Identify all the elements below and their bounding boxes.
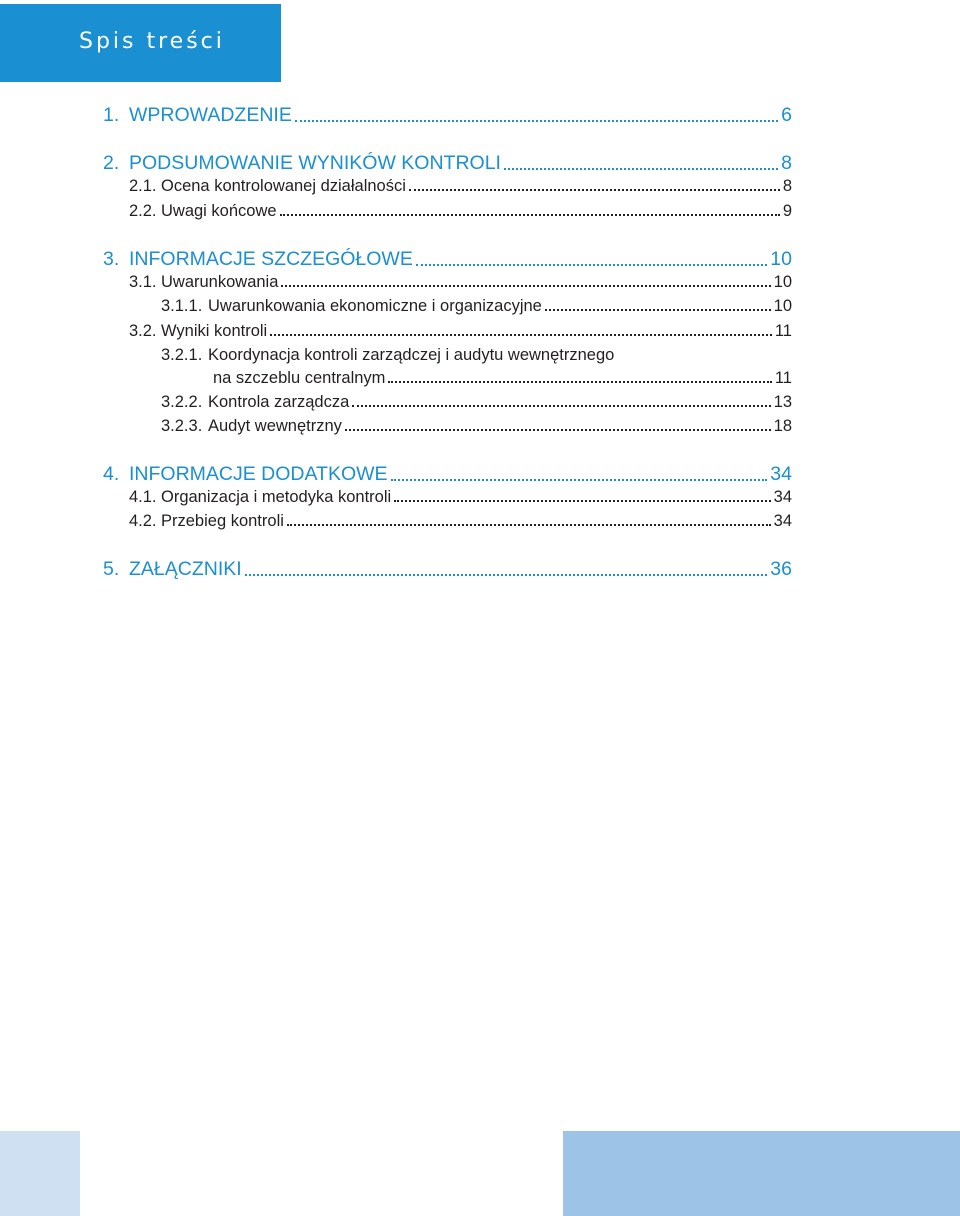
toc-page: 34 [773, 488, 792, 506]
toc-page: 8 [781, 152, 792, 174]
toc-page: 10 [773, 273, 792, 291]
footer-band-right [563, 1131, 960, 1216]
toc-number: 3.2.2. [161, 393, 203, 411]
toc-entry-2-2[interactable] [129, 202, 792, 221]
toc-number: 3. [103, 248, 120, 270]
dot-leader [416, 264, 767, 266]
toc-number: 2. [103, 152, 120, 174]
dot-leader [504, 168, 778, 170]
dot-leader [270, 334, 772, 336]
dot-leader [391, 479, 768, 481]
dot-leader [409, 189, 780, 191]
toc-page: 18 [773, 417, 792, 435]
dot-leader [545, 309, 771, 311]
toc-page: 13 [773, 393, 792, 411]
footer-band-left [0, 1131, 80, 1216]
toc-page: 34 [773, 512, 792, 530]
toc-text: Uwagi końcowe [161, 202, 277, 220]
toc-text: Wyniki kontroli [161, 322, 268, 340]
toc-page: 8 [782, 177, 792, 195]
toc-entry-4-2[interactable] [129, 512, 792, 531]
toc-number: 3.2.3. [161, 417, 203, 435]
dot-leader [245, 574, 768, 576]
dot-leader [394, 500, 770, 502]
toc-entry-3-2-3[interactable] [161, 417, 792, 436]
toc-number: 5. [103, 558, 120, 580]
toc-text: INFORMACJE SZCZEGÓŁOWE [129, 248, 413, 270]
toc-text: Uwarunkowania ekonomiczne i organizacyjne [208, 297, 542, 315]
toc-text: Uwarunkowania [161, 273, 279, 291]
toc-number: 2.1. [129, 177, 157, 195]
dot-leader [388, 381, 771, 383]
toc-entry-3[interactable] [103, 248, 792, 271]
toc-number: 3.2.1. [161, 346, 203, 364]
toc-text: Kontrola zarządcza [208, 393, 350, 411]
toc-entry-3-2-1-line1[interactable] [161, 346, 614, 365]
toc-entry-3-1-1[interactable] [161, 297, 792, 316]
toc-number: 1. [103, 104, 120, 126]
toc-text: Przebieg kontroli [161, 512, 284, 530]
toc-page: 34 [770, 463, 792, 485]
toc-text: Organizacja i metodyka kontroli [161, 488, 392, 506]
toc-page: 6 [781, 104, 792, 126]
toc-entry-4-1[interactable] [129, 488, 792, 507]
toc-text: INFORMACJE DODATKOWE [129, 463, 388, 485]
toc-page: 10 [770, 248, 792, 270]
dot-leader [352, 405, 770, 407]
toc-entry-4[interactable] [103, 463, 792, 486]
toc-entry-2[interactable] [103, 152, 792, 175]
toc-number: 4.1. [129, 488, 157, 506]
toc-page: 11 [774, 322, 792, 340]
toc-text: WPROWADZENIE [129, 104, 292, 126]
toc-entry-3-2-1-line2[interactable] [213, 369, 792, 388]
toc-text: Ocena kontrolowanej działalności [161, 177, 406, 195]
toc-page: 36 [770, 558, 792, 580]
toc-page: 11 [774, 369, 792, 387]
toc-entry-3-2-2[interactable] [161, 393, 792, 412]
dot-leader [295, 120, 778, 122]
toc-number: 4.2. [129, 512, 157, 530]
toc-entry-2-1[interactable] [129, 177, 792, 196]
toc-entry-1[interactable] [103, 104, 792, 127]
toc-entry-3-1[interactable] [129, 273, 792, 292]
toc-page: 10 [773, 297, 792, 315]
toc-entry-5[interactable] [103, 558, 792, 581]
toc-number: 3.1. [129, 273, 157, 291]
toc-text: PODSUMOWANIE WYNIKÓW KONTROLI [129, 152, 501, 174]
toc-number: 3.1.1. [161, 297, 203, 315]
dot-leader [280, 214, 780, 216]
toc-entry-3-2[interactable] [129, 322, 792, 341]
toc-text: ZAŁĄCZNIKI [129, 558, 242, 580]
dot-leader [287, 524, 771, 526]
dot-leader [281, 285, 770, 287]
dot-leader [345, 429, 771, 431]
toc-number: 3.2. [129, 322, 157, 340]
toc-page: 9 [782, 202, 792, 220]
toc-number: 4. [103, 463, 120, 485]
toc-text-continued: na szczeblu centralnym [213, 369, 386, 387]
toc-number: 2.2. [129, 202, 157, 220]
toc-text: Audyt wewnętrzny [208, 417, 342, 435]
page-title: Spis treści [79, 29, 225, 54]
toc-text: Koordynacja kontroli zarządczej i audytu wewnętrznego [208, 346, 615, 364]
